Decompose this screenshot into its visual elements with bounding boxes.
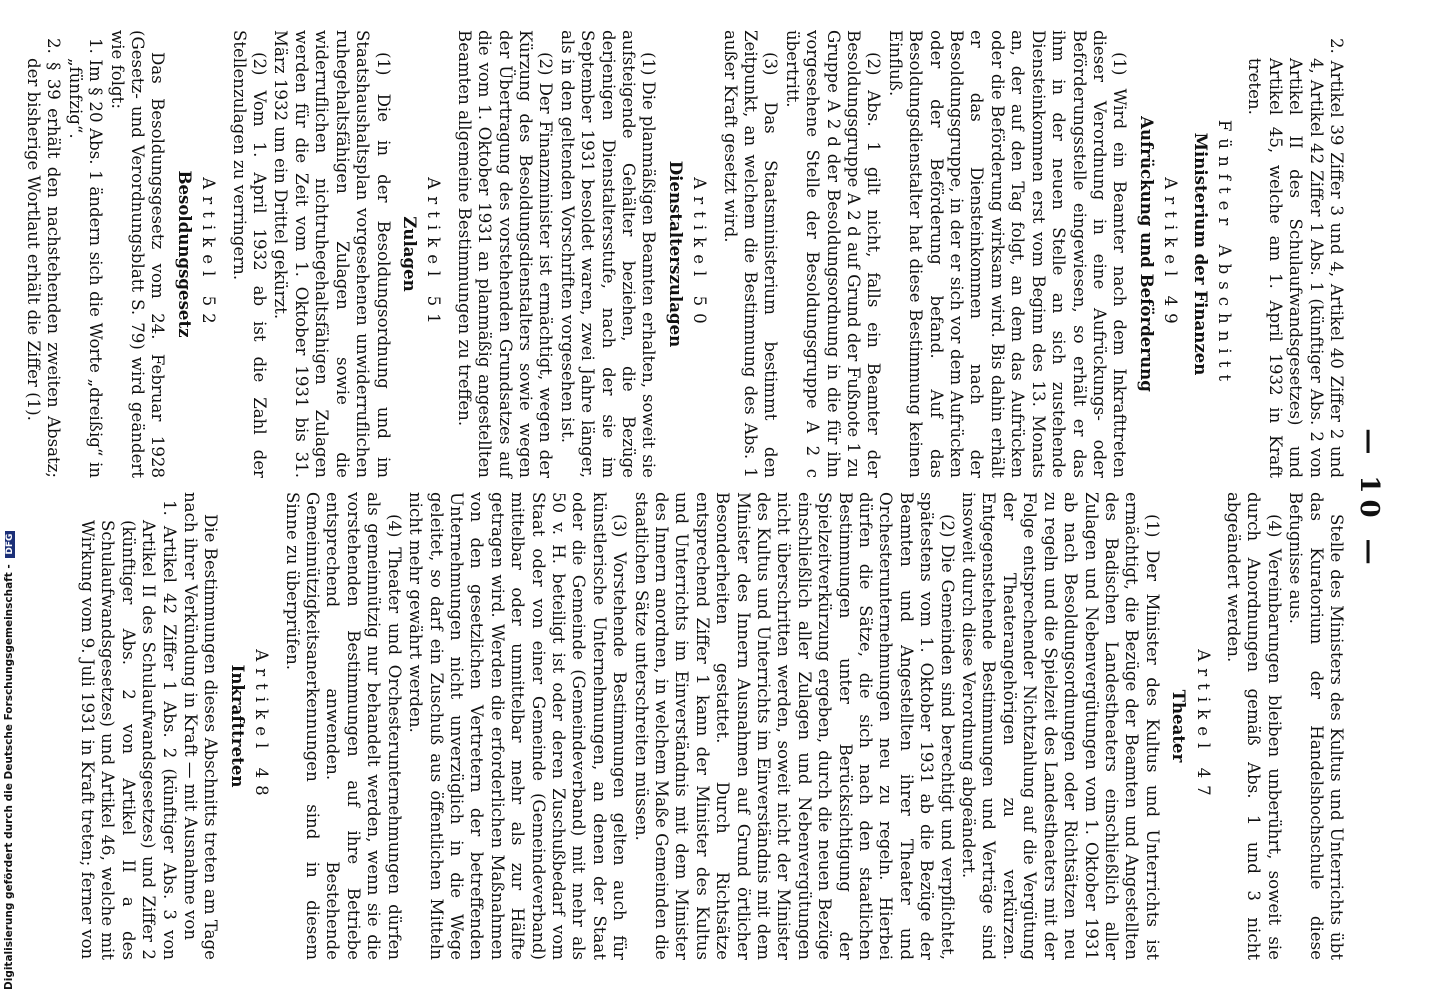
paragraph: (1) Die planmäßigen Beamten erhalten, soweit sie aufsteigende Gehälter beziehen, die Bezüge derjenigen Dienstaltersstufe, nach der sie im September 1931 besoldet waren, zwei Jahre länger, als in den geltenden Vorschriften vorgesehen ist. [557,30,659,478]
paragraph: Stelle des Ministers des Kultus und Unterrichts übt das Kuratorium der Handelshochschule diese Befugnisse aus. [1286,492,1346,960]
list-item: 1. Im § 20 Abs. 1 ändern sich die Worte „dreißig“ in „fünfzig“. [65,38,106,478]
paragraph: (4) Vereinbarungen bleiben unberührt, soweit sie durch Anordnungen gemäß Abs. 1 und 3 nicht abgeändert werden. [1223,492,1284,960]
section-title: Dienstalterszulagen [665,160,686,348]
paragraph: (2) Der Finanzminister ist ermächtigt, wegen der Kürzung des Besoldungsdienstalters sowie wegen der Übertragung des vorstehenden Grundsatzes auf die vom 1. Oktober 1931 an planmäßig angestellten Beamten allgemeine Bestimmungen zu treffen. [454,30,556,478]
paragraph: (3) Vorstehende Bestimmungen gelten auch für künstlerische Unternehmungen, an denen der Staat oder die Gemeinde (Gemeindeverband) mit mehr als 50 v. H. beteiligt ist oder deren Zuschußbedarf vom Staat oder von einer Gemeinde (Gemeindeverband) mittelbar oder unmittelbar mehr als zur Hälfte getragen wird. Werden die erforderlichen Maßnahmen von den gesetzlichen Vertretern der betreffenden Unternehmungen nicht unverzüglich in die Wege geleitet, so darf ein Zuschuß aus öffentlichen Mitteln nicht mehr gewährt werden. [406,492,630,960]
paragraph: Die Bestimmungen dieses Abschnitts treten am Tage nach ihrer Verkündung in Kraft — mit Ausnahme von [181,492,221,960]
paragraph: (2) Die Gemeinden sind berechtigt und verpflichtet, spätestens vom 1. Oktober 1931 ab die Bezüge der Beamten und Angestellten ihrer Theater und Orchesterunternehmungen neu zu regeln. Hierbei dürfen die Sätze, die sich nach den staatlichen Bestimmungen unter Berücksichtigung der Spielzeitverkürzung ergeben, durch die neuen Bezüge einschließlich aller Zulagen und Nebenvergütungen nicht überschritten werden, soweit nicht der Minister des Kultus und Unterrichts im Einverständnis mit dem Minister des Innern Ausnahmen auf Grund örtlicher Besonderheiten gestattet. Durch Richtsätze entsprechend Ziffer 1 kann der Minister des Kultus und Unterrichts im Einverständnis mit dem Minister des Innern anordnen, in welchem Maße Gemeinden die staatlichen Sätze unterschreiten müssen. [631,492,957,960]
article-heading: Fünfter Abschnitt [1214,119,1234,389]
article-heading: Artikel 48 [252,649,272,803]
paragraph: (3) Das Staatsministerium bestimmt den Zeitpunkt, an welchem die Bestimmung des Abs. 1 außer Kraft gesetzt wird. [720,30,781,478]
rotated-page [24,22,1390,977]
footer-note [3,531,15,990]
article-heading: Artikel 51 [424,177,444,331]
section-title: Besoldungsgesetz [174,170,195,338]
section-title: Inkrafttreten [227,664,248,788]
section-title: Ministerium der Finanzen [1190,132,1211,376]
right-column [22,30,1346,478]
dfg-logo: DFG [5,531,15,558]
paragraph: (1) Die in der Besoldungsordnung und im Staatshaushaltsplan vorgesehenen unwiderruflichen ruhegehaltsfähigen Zulagen sowie die widerruflichen nichtruhegehaltsfähigen Zulagen werden für die Zeit vom 1. Oktober 1931 bis 31. März 1932 um ein Drittel gekürzt. [271,30,393,478]
list-item: 1. Artikel 42 Ziffer 1 Abs. 2 (künftiger Abs. 3 von Artikel II des Schulaufwandsgesetzes) und Ziffer 2 (künftiger Abs. 2 von Artikel II a des Schulaufwandsgesetzes) und Artikel 46, welche mit Wirkung vom 9. Juli 1931 in Kraft treten; ferner von [78,500,179,960]
section-title: Zulagen [399,216,420,292]
section-title: Theater [1169,689,1190,763]
page-number: — 10 — [1354,428,1384,571]
paragraph: (2) Vom 1. April 1932 ab ist die Zahl der Stellenzulagen zu verringern. [229,30,270,478]
paragraph: (1) Der Minister des Kultus und Unterrichts ist ermächtigt, die Bezüge der Beamten und Angestellten des Badischen Landestheaters einschließlich aller Zulagen und Nebenvergütungen vom 1. Oktober 1931 ab nach Besoldungsordnungen oder Richtsätzen neu zu regeln und die Spielzeit des Landestheaters mit der Folge entsprechender Nichtzahlung auf die Vergütung der Theaterangehörigen zu verkürzen. Entgegenstehende Bestimmungen und Verträge sind insoweit durch diese Verordnung abgeändert. [959,492,1162,960]
paragraph: Das Besoldungsgesetz vom 24. Februar 1928 (Gesetz- und Verordnungsblatt S. 79) wird geändert wie folgt: [107,30,168,478]
article-heading: Artikel 52 [199,177,219,331]
list-item: 2. Artikel 39 Ziffer 3 und 4, Artikel 40 Ziffer 2 und 4, Artikel 42 Ziffer 1 Abs. 1 (künftiger Abs. 2 von Artikel II des Schulaufwandsgesetzes) und Artikel 45, welche am 1. April 1932 in Kraft treten. [1245,38,1346,478]
article-heading: Artikel 50 [690,177,710,331]
paragraph: (4) Theater und Orchesterunternehmungen dürfen als gemeinnützig nur behandelt werden, wenn sie die vorstehenden Bestimmungen auf ihre Betriebe entsprechend anwenden. Bestehende Gemeinnützigkeitsanerkennungen sind in diesem Sinne zu überprüfen. [282,492,404,960]
left-column [76,492,1346,960]
article-heading: Artikel 49 [1161,177,1181,331]
paragraph: (2) Abs. 1 gilt nicht, falls ein Beamter der Besoldungsgruppe A 2 d auf Grund der Fußnote 1 zu Gruppe A 2 d der Besoldungsordnung in die für ihn vorgesehene Stelle der Besoldungsgruppe A 2 c übertritt. [782,30,884,478]
list-item: 2. § 39 erhält den nachstehenden zweiten Absatz; der bisherige Wortlaut erhält die Ziffer (1). [24,38,64,478]
digitization-note: Digitalisierung gefördert durch die Deutsche Forschungsgemeinschaft - [3,564,15,990]
section-title: Aufrückung und Beförderung [1136,116,1157,392]
article-heading: Artikel 47 [1193,649,1213,803]
paragraph: (1) Wird ein Beamter nach dem Inkrafttreten dieser Verordnung in eine Aufrückungs- oder Beförderungsstelle eingewiesen, so erhält er das ihm in der neuen Stelle an sich zustehende Diensteinkommen erst vom Beginn des 13. Monats an, der auf den Tag folgt, an dem das Aufrücken oder die Beförderung wirksam wird. Bis dahin erhält er das Diensteinkommen nach der Besoldungsgruppe, in der er sich vor dem Aufrücken oder der Beförderung befand. Auf das Besoldungsdienstalter hat diese Bestimmung keinen Einfluß. [885,30,1130,478]
